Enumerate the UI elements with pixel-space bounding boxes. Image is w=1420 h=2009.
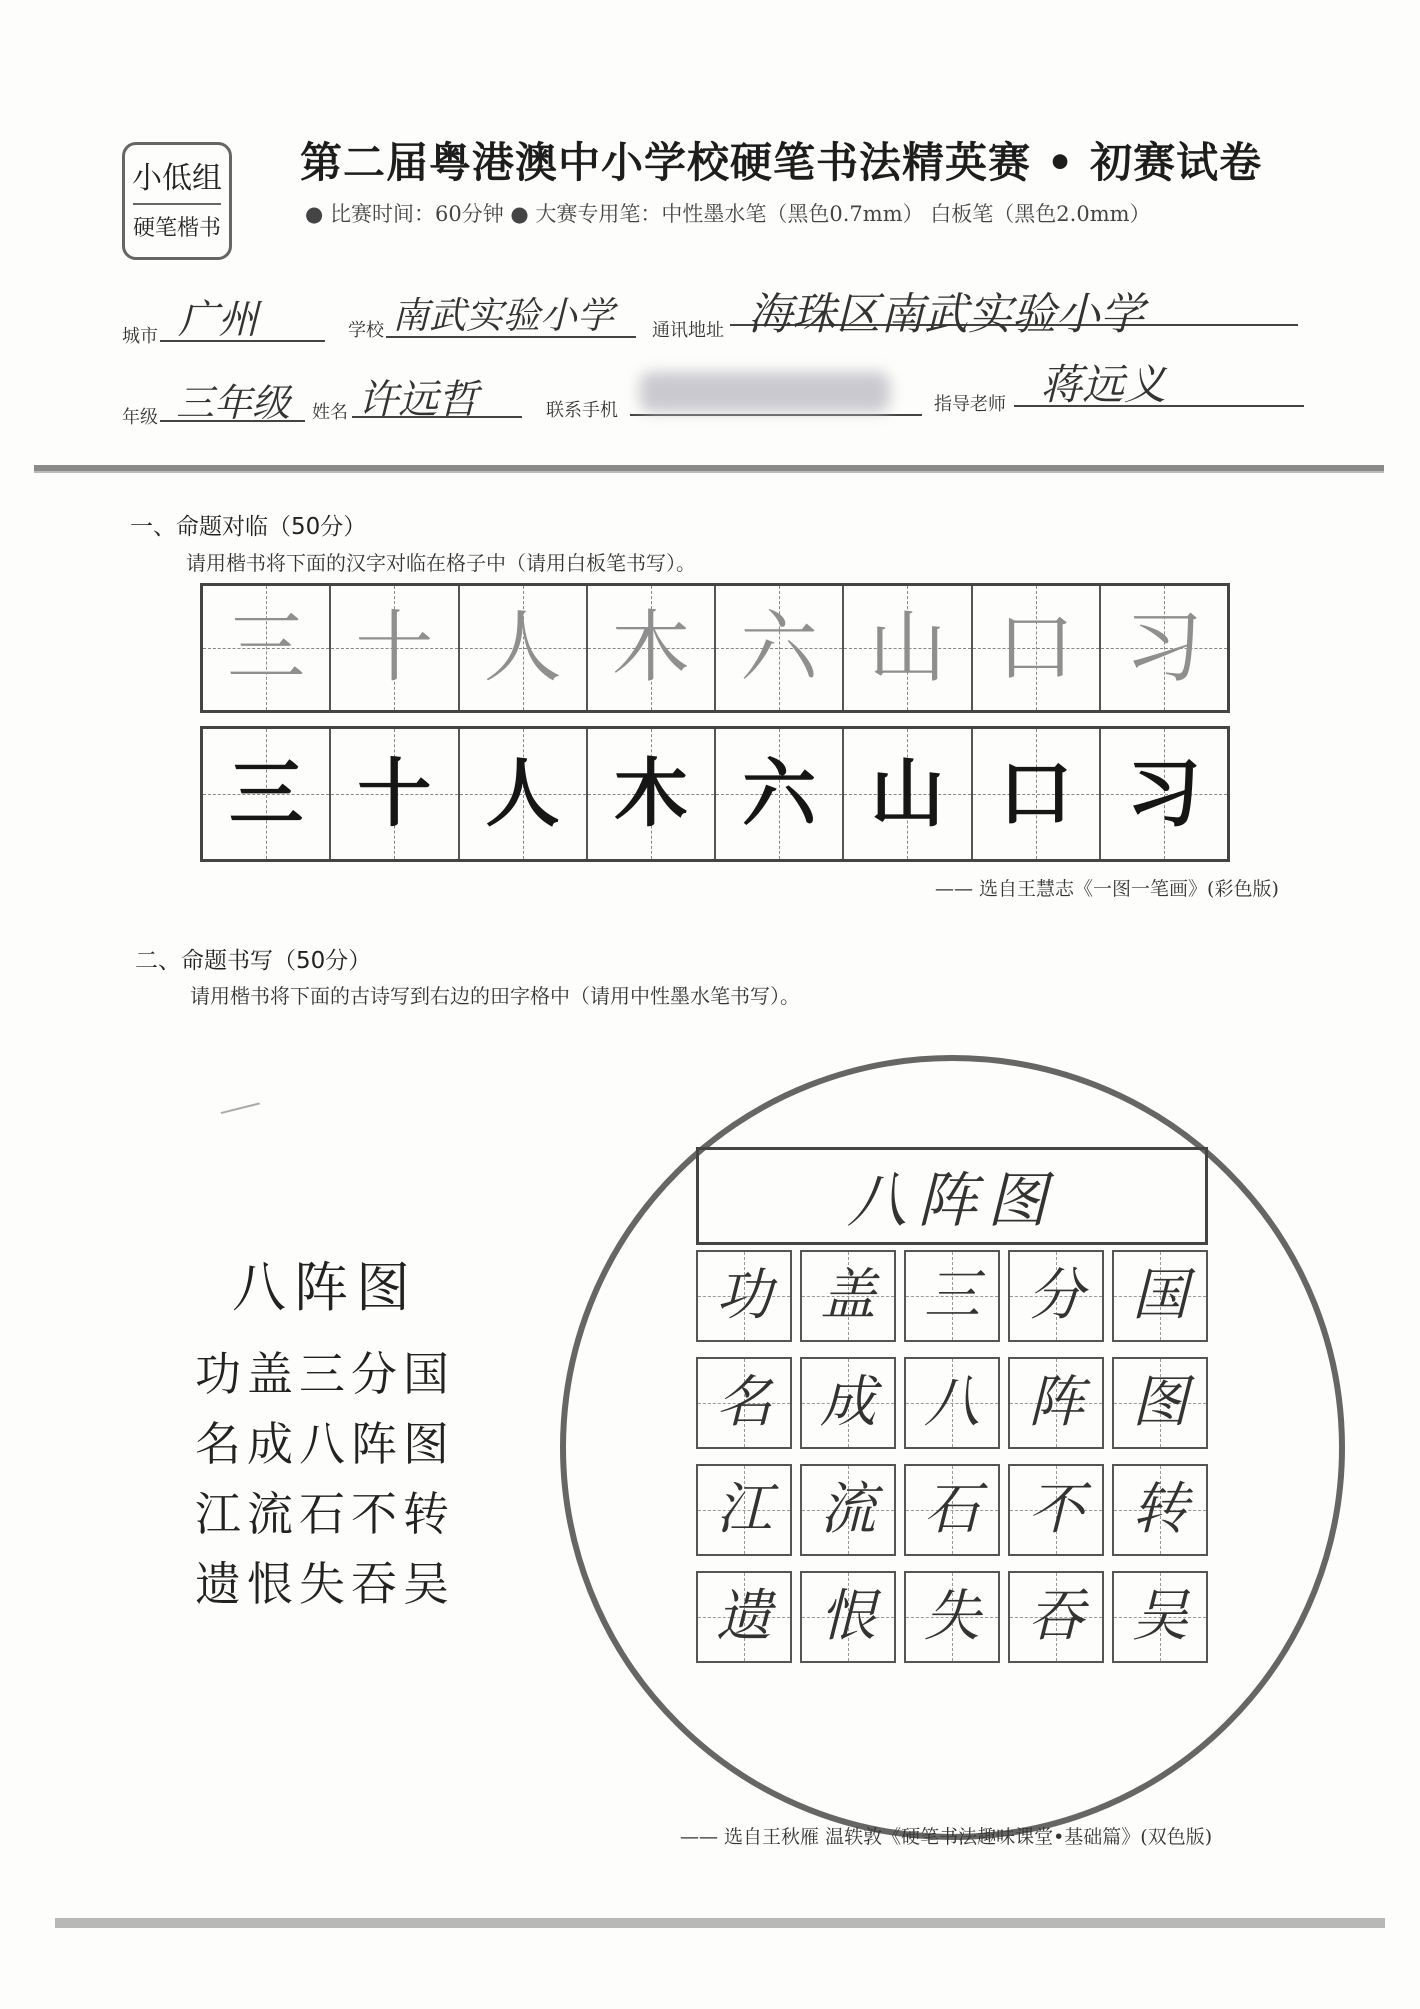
written-char: 十 [357, 751, 432, 837]
poem-written-char: 不 [1028, 1477, 1084, 1542]
badge-group-text: 小低组 [132, 161, 222, 196]
teacher-field[interactable]: 蒋远义 [1040, 360, 1167, 409]
model-char: 十 [355, 603, 434, 693]
poem-grid-cell[interactable] [696, 1464, 792, 1556]
poem-grid-cell[interactable] [1112, 1571, 1208, 1663]
poem-line: 江流石不转 [195, 1487, 455, 1541]
poem-written-char: 失 [924, 1584, 980, 1649]
poem-line: 名成八阵图 [195, 1417, 455, 1471]
poem-grid-cell[interactable] [696, 1357, 792, 1449]
poem-title: 八阵图 [232, 1256, 418, 1319]
section2-instruction: 请用楷书将下面的古诗写到右边的田字格中（请用中性墨水笔书写）。 [190, 984, 800, 1008]
model-cell [842, 586, 970, 710]
poem-grid-cell[interactable] [800, 1250, 896, 1342]
poem-written-char: 功 [716, 1263, 772, 1328]
model-cell [586, 586, 714, 710]
writing-cell[interactable] [458, 729, 586, 859]
model-cell [458, 586, 586, 710]
section2-source: —— 选自王秋雁 温轶敦《硬笔书法趣味课堂•基础篇》(双色版) [680, 1826, 1213, 1848]
section1-instruction: 请用楷书将下面的汉字对临在格子中（请用白板笔书写）。 [186, 551, 696, 575]
writing-cell[interactable] [203, 729, 329, 859]
written-char: 六 [742, 751, 817, 837]
poem-written-char: 吴 [1132, 1584, 1188, 1649]
model-cell [1099, 586, 1227, 710]
city-label: 城市 [122, 326, 158, 347]
school-label: 学校 [348, 320, 384, 341]
poem-written-char: 成 [820, 1370, 876, 1435]
model-char: 木 [611, 603, 690, 693]
written-char: 三 [229, 751, 304, 837]
poem-grid-cell[interactable] [1112, 1250, 1208, 1342]
written-char: 口 [998, 751, 1073, 837]
poem-grid-cell[interactable] [696, 1250, 792, 1342]
city-field[interactable]: 广州 [178, 297, 258, 343]
model-cell [714, 586, 842, 710]
poem-written-char: 国 [1132, 1263, 1188, 1328]
grade-label: 年级 [122, 407, 158, 428]
group-badge [122, 142, 232, 260]
poem-written-char: 三 [924, 1263, 980, 1328]
poem-grid-cell[interactable] [800, 1357, 896, 1449]
exam-title: 第二届粤港澳中小学校硬笔书法精英赛 • 初赛试卷 [300, 138, 1263, 187]
poem-title-box[interactable] [696, 1147, 1208, 1245]
badge-style-text: 硬笔楷书 [132, 216, 221, 241]
poem-grid-cell[interactable] [1112, 1464, 1208, 1556]
model-char: 人 [483, 603, 562, 693]
poem-grid-cell[interactable] [904, 1357, 1000, 1449]
name-field[interactable]: 许远哲 [358, 377, 478, 423]
model-cell [203, 586, 329, 710]
writing-cell[interactable] [714, 729, 842, 859]
written-char: 习 [1126, 751, 1201, 837]
poem-written-char: 江 [716, 1477, 772, 1542]
grade-field[interactable]: 三年级 [176, 381, 291, 425]
written-char: 木 [613, 751, 688, 837]
poem-written-char: 流 [820, 1477, 876, 1542]
section1-heading: 一、命题对临（50分） [130, 514, 367, 540]
exam-subtitle: ● 比赛时间：60分钟 ● 大赛专用笔：中性墨水笔（黑色0.7mm） 白板笔（黑色2.0mm） [305, 202, 1151, 226]
poem-written-char: 转 [1132, 1477, 1188, 1542]
model-cell [971, 586, 1099, 710]
poem-grid-cell[interactable] [800, 1464, 896, 1556]
phone-redaction[interactable] [640, 372, 890, 412]
address-field[interactable]: 海珠区南武实验小学 [748, 289, 1144, 340]
address-label: 通讯地址 [652, 320, 724, 341]
writing-cell[interactable] [1099, 729, 1227, 859]
stray-pen-mark [221, 1102, 264, 1127]
poem-written-char: 图 [1132, 1370, 1188, 1435]
poem-written-char: 石 [924, 1477, 980, 1542]
model-char: 口 [996, 603, 1075, 693]
written-char: 山 [870, 751, 945, 837]
poem-grid-cell[interactable] [904, 1464, 1000, 1556]
writing-cell[interactable] [842, 729, 970, 859]
writing-cell[interactable] [329, 729, 457, 859]
poem-written-char: 吞 [1028, 1584, 1084, 1649]
name-label: 姓名 [312, 402, 348, 423]
model-char: 六 [740, 603, 819, 693]
poem-grid-cell[interactable] [696, 1571, 792, 1663]
written-char: 人 [485, 751, 560, 837]
poem-grid-cell[interactable] [904, 1571, 1000, 1663]
writing-grid[interactable] [200, 726, 1230, 862]
poem-line: 功盖三分国 [195, 1347, 455, 1401]
section1-source: —— 选自王慧志《一图一笔画》(彩色版) [935, 878, 1279, 900]
poem-grid-cell[interactable] [1112, 1357, 1208, 1449]
model-cell [329, 586, 457, 710]
writing-cell[interactable] [971, 729, 1099, 859]
poem-written-char: 盖 [820, 1263, 876, 1328]
poem-written-char: 八 [924, 1370, 980, 1435]
poem-grid-cell[interactable] [1008, 1250, 1104, 1342]
badge-divider [133, 203, 221, 205]
header-divider [34, 465, 1384, 473]
writing-cell[interactable] [586, 729, 714, 859]
phone-underline [630, 414, 922, 416]
phone-label: 联系手机 [546, 400, 618, 421]
poem-grid-cell[interactable] [800, 1571, 896, 1663]
poem-written-char: 遗 [716, 1584, 772, 1649]
model-grid [200, 583, 1230, 713]
poem-written-char: 名 [716, 1370, 772, 1435]
written-poem-title: 八阵图 [847, 1166, 1057, 1236]
school-field[interactable]: 南武实验小学 [392, 294, 614, 337]
poem-written-char: 分 [1028, 1263, 1084, 1328]
poem-grid-cell[interactable] [1008, 1571, 1104, 1663]
footer-divider [55, 1918, 1385, 1928]
poem-grid-cell[interactable] [1008, 1357, 1104, 1449]
poem-grid-cell[interactable] [904, 1250, 1000, 1342]
teacher-label: 指导老师 [934, 394, 1006, 415]
model-char: 山 [868, 603, 947, 693]
model-char: 三 [227, 603, 306, 693]
model-char: 习 [1124, 603, 1203, 693]
poem-grid-cell[interactable] [1008, 1464, 1104, 1556]
poem-written-char: 恨 [820, 1584, 876, 1649]
poem-written-char: 阵 [1028, 1370, 1084, 1435]
poem-line: 遗恨失吞吴 [195, 1557, 455, 1611]
section2-heading: 二、命题书写（50分） [135, 948, 372, 974]
